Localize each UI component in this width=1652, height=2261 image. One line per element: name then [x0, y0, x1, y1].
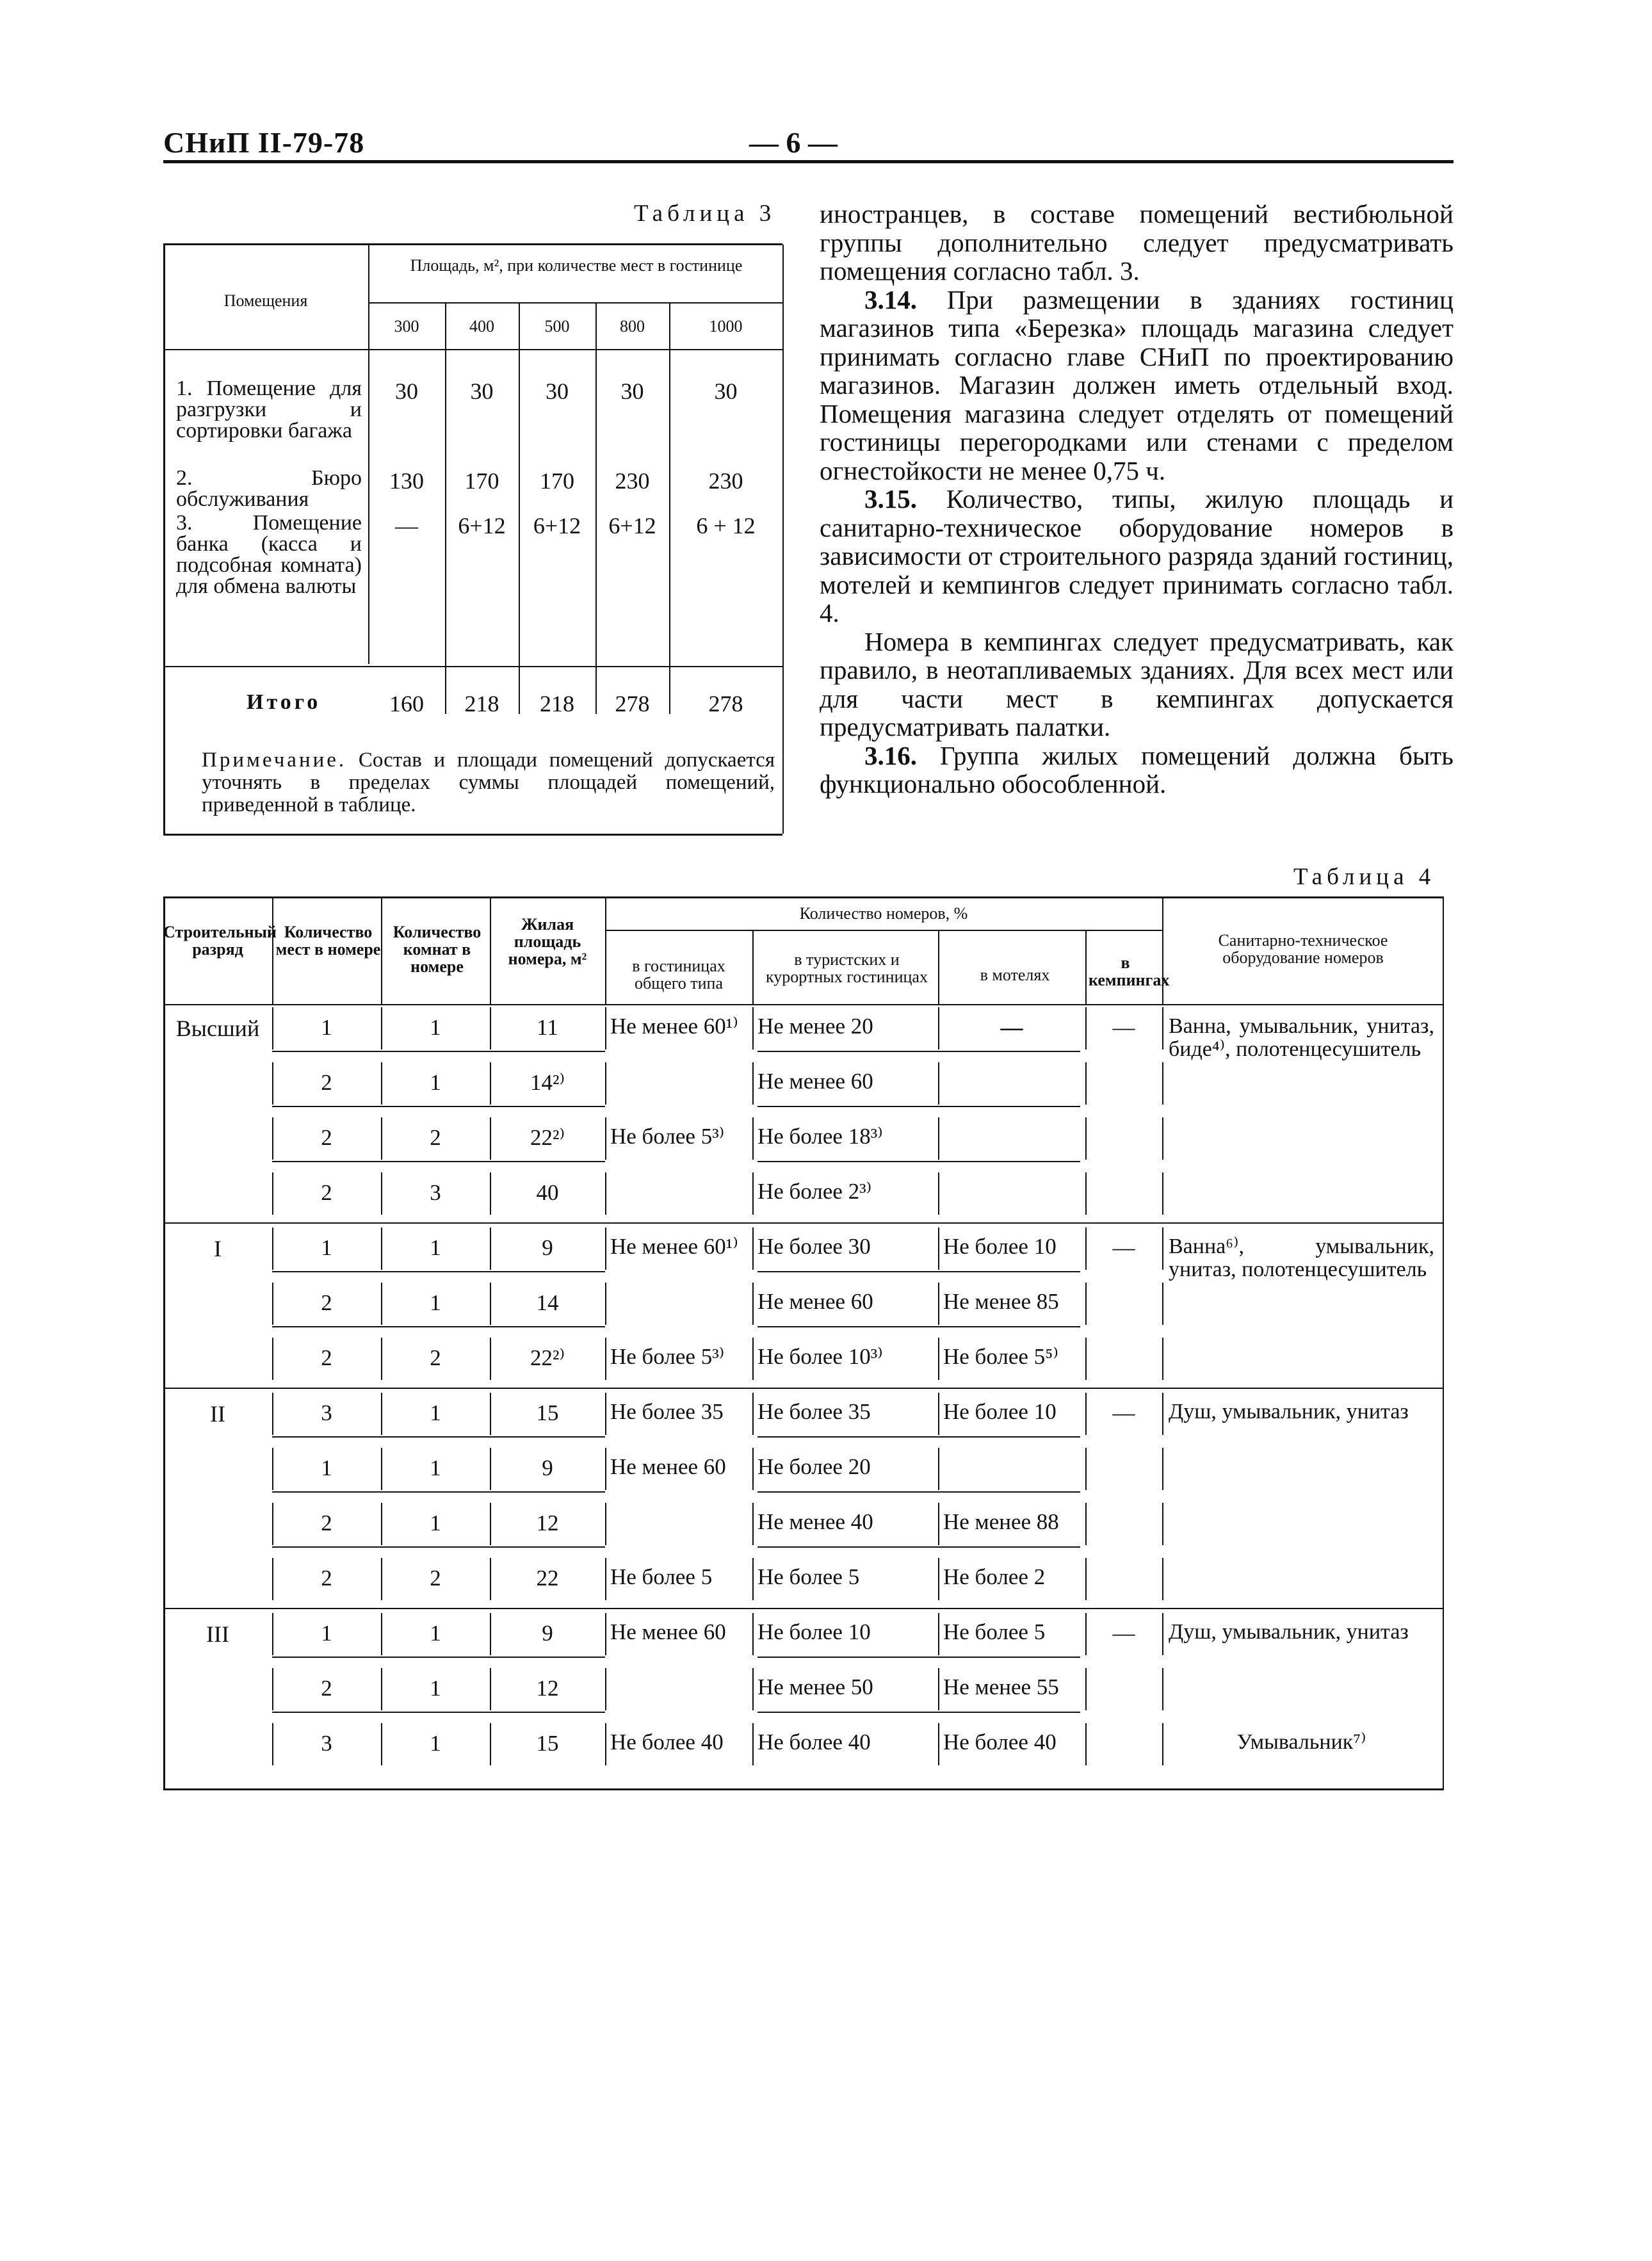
paragraph-3-15: [820, 485, 1454, 628]
table4-motels: —: [1000, 1015, 1023, 1040]
table4-grid-line: [272, 896, 273, 1004]
table4-grid-line: [752, 1338, 754, 1380]
table4-col-places: Количество мест в номере: [275, 923, 381, 959]
table3-grid-line: [669, 302, 670, 349]
table4-grid-line: [490, 1393, 491, 1435]
table3-note-text: Состав и площади помещений допускается уточнять в пределах суммы площадей помещений, приведенной в таблице.: [202, 749, 775, 816]
table4-grid-line: [272, 1228, 273, 1270]
table4-tourist: Не более 10: [757, 1619, 871, 1644]
table4-group-line: [163, 1388, 1444, 1389]
table4-grid-line: [1162, 1393, 1163, 1435]
table4-grid-line: [490, 1723, 491, 1765]
table4-grid-line: [272, 1393, 273, 1435]
table4-col-motels: в мотелях: [980, 966, 1050, 984]
table4-grid-line: [938, 1283, 939, 1325]
table4-row-line: [757, 1271, 1080, 1272]
table3-cell-value: 6+12: [533, 513, 581, 539]
table4-rooms: 1: [430, 1015, 441, 1040]
table4-grid-line: [381, 1723, 382, 1765]
table3-row-name: 2. Бюро обслуживания: [176, 466, 362, 511]
table4-motels: Не менее 88: [943, 1509, 1059, 1534]
table4-places: 1: [321, 1235, 332, 1260]
table4-grid-line: [605, 1448, 606, 1490]
table4-places: 1: [321, 1621, 332, 1646]
table4-grid-line: [938, 930, 939, 1004]
table4-grid-line: [490, 1117, 491, 1160]
table4-places: 1: [321, 1015, 332, 1040]
table4-grid-line: [490, 1558, 491, 1600]
table4-motels: Не более 40: [943, 1730, 1057, 1755]
table4-grid-line: [752, 1668, 754, 1710]
table4-grid-line: [490, 1338, 491, 1380]
table4-grid-line: [605, 1338, 606, 1380]
table4-row-line: [757, 1546, 1080, 1548]
table4-area: 11: [537, 1015, 558, 1040]
table4-grid-line: [752, 1558, 754, 1600]
table4-hotels: Не более 5³⁾: [610, 1344, 725, 1369]
table4-rooms: 1: [430, 1070, 441, 1095]
table4-tourist: Не более 5: [757, 1564, 860, 1589]
table3-note-label: Примечание.: [202, 749, 347, 772]
table4-grid-line: [381, 1283, 382, 1325]
table4-grid-line: [938, 1613, 939, 1655]
table4-grid-line: [1162, 1117, 1163, 1160]
table4-grid-line: [272, 1062, 273, 1105]
table4-grid-line: [938, 1503, 939, 1545]
table4-equipment: Ванна, умывальник, унитаз, биде⁴⁾, полотенцесушитель: [1169, 1014, 1434, 1061]
table4-grid-line: [605, 1283, 606, 1325]
table4-grid-line: [381, 1668, 382, 1710]
table4-hotels: Не более 5³⁾: [610, 1124, 725, 1149]
table4-places: 2: [321, 1125, 332, 1150]
table4-grid-line: [1085, 1228, 1087, 1270]
table4-places: 2: [321, 1566, 332, 1591]
table4-col-tourist: в туристских и курортных гостиницах: [766, 950, 928, 986]
table4-grid-line: [490, 1668, 491, 1710]
table4-camps: —: [1112, 1235, 1135, 1260]
table4-grid-line: [1162, 1558, 1163, 1600]
table4-area: 22²⁾: [530, 1345, 565, 1370]
table4-rooms: 3: [430, 1180, 441, 1205]
header-rule: [163, 160, 1454, 163]
table4-hotels: Не менее 60: [610, 1454, 726, 1479]
table4-motels: Не более 10: [943, 1234, 1057, 1259]
table4-grid-line: [381, 1338, 382, 1380]
table4-rooms: 1: [430, 1511, 441, 1536]
table4-row-line: [272, 1491, 605, 1493]
table4-grid-line: [605, 1613, 606, 1655]
table4-grid-line: [1085, 1172, 1087, 1215]
table4-grid-line: [938, 1668, 939, 1710]
table4-area: 15: [536, 1731, 559, 1756]
table4-grid-line: [1162, 1283, 1163, 1325]
table3-col-rooms: Помещения: [223, 291, 308, 310]
table4-row-line: [757, 1712, 1080, 1713]
table4-camps: —: [1112, 1400, 1135, 1425]
table4-grid-line: [938, 1393, 939, 1435]
table4-grid-line: [752, 1503, 754, 1545]
paragraph-3-13-end: иностранцев, в составе помещений вестибюльной группы дополнительно следует предусматривать помещения согласно табл. 3.: [820, 199, 1454, 286]
table4-row-line: [272, 1712, 605, 1713]
table4-category: III: [206, 1621, 229, 1647]
table4-places: 2: [321, 1511, 332, 1536]
table4-area: 15: [536, 1400, 559, 1425]
table4-group-line: [163, 1222, 1444, 1224]
table4-grid-line: [1085, 1613, 1087, 1655]
table4-grid-line: [381, 1228, 382, 1270]
table3-total-value: 278: [708, 691, 743, 717]
table4-grid-line: [272, 1448, 273, 1490]
table3-capacity-header: 300: [394, 317, 419, 336]
table4-area: 12: [536, 1676, 559, 1701]
table3-cell-value: 230: [708, 468, 743, 494]
table4-grid-line: [272, 1613, 273, 1655]
table3-capacity-header: 400: [469, 317, 494, 336]
table4-grid-line: [1085, 1283, 1087, 1325]
clause-3-14-text: При размещении в зданиях гостиниц магазинов типа «Березка» площадь магазина следует принимать согласно главе СНиП по проектированию магазинов. Магазин должен иметь отдельный вход. Помещения магазина следует отделять от помещений гостиницы перегородками или стенами с пределом огнестойкости не менее 0,75 ч.: [820, 284, 1454, 485]
table4-col-count-group: Количество номеров, %: [799, 904, 968, 923]
table4-tourist: Не более 20: [757, 1454, 871, 1479]
table4-grid-line: [1162, 1172, 1163, 1215]
table4-grid-line: [1162, 1228, 1163, 1270]
table3-grid-line: [445, 302, 446, 349]
table4-grid-line: [381, 1172, 382, 1215]
table4-rooms: 2: [430, 1345, 441, 1370]
table4-places: 2: [321, 1070, 332, 1095]
table4-hotels: Не более 40: [610, 1730, 724, 1755]
table4-grid-line: [1162, 896, 1163, 1004]
table4-grid-line: [381, 896, 382, 1004]
table4-tourist: Не более 35: [757, 1399, 871, 1424]
table4-row-line: [272, 1326, 605, 1327]
table4-area: 12: [536, 1511, 559, 1536]
table4-rooms: 2: [430, 1125, 441, 1150]
table4-grid-line: [605, 1062, 606, 1105]
table4-grid-line: [605, 1503, 606, 1545]
table4-grid-line: [605, 1723, 606, 1765]
table4-grid-line: [272, 1172, 273, 1215]
table4-grid-line: [490, 1062, 491, 1105]
table4-caption: Таблица 4: [1293, 864, 1436, 890]
table4-motels: Не более 5⁵⁾: [943, 1344, 1058, 1369]
table3-cell-value: 230: [615, 468, 650, 494]
table4-col-equipment: Санитарно-техническое оборудование номеров: [1218, 931, 1388, 967]
table4-places: 1: [321, 1455, 332, 1480]
table4-grid-line: [490, 896, 491, 1004]
table4-grid-line: [490, 1503, 491, 1545]
table4-tourist: Не более 40: [757, 1730, 871, 1755]
table4-grid-line: [938, 1172, 939, 1215]
page-number: — 6 —: [749, 126, 838, 159]
table4-rooms: 1: [430, 1455, 441, 1480]
table3-row-name: 3. Помещение банка (касса и подсобная комната) для обмена валюты: [176, 511, 362, 598]
table4-tourist: Не менее 20: [757, 1014, 873, 1039]
table4-tourist: Не менее 50: [757, 1674, 873, 1699]
table4-row-line: [272, 1106, 605, 1107]
table3-capacity-header: 800: [620, 317, 645, 336]
table4-hotels: Не более 35: [610, 1399, 724, 1424]
table4-grid-line: [752, 1393, 754, 1435]
table4-row-line: [757, 1326, 1080, 1327]
table4-grid-line: [490, 1172, 491, 1215]
table4-area: 22: [536, 1566, 559, 1591]
table4-grid-line: [605, 1558, 606, 1600]
table4-grid-line: [752, 1448, 754, 1490]
table4-grid-line: [752, 1613, 754, 1655]
table3-cell-value: 30: [714, 378, 738, 404]
clause-3-16-number: 3.16.: [864, 740, 917, 770]
table4-grid-line: [272, 1007, 273, 1049]
table4-equipment: Умывальник⁷⁾: [1236, 1730, 1366, 1754]
table4-hotels: Не менее 60: [610, 1619, 726, 1644]
table4-grid-line: [1085, 1668, 1087, 1710]
table4-grid-line: [381, 1613, 382, 1655]
table4-grid-line: [381, 1558, 382, 1600]
table4-places: 2: [321, 1180, 332, 1205]
table4-grid-line: [1085, 1393, 1087, 1435]
table3-total-label: Итого: [247, 690, 321, 714]
table4-places: 3: [321, 1731, 332, 1756]
table3-cell-value: 30: [620, 378, 644, 404]
clause-3-14-number: 3.14.: [864, 284, 917, 314]
table4-grid-line: [938, 1007, 939, 1049]
table4-grid-line: [938, 1062, 939, 1105]
table4-grid-line: [938, 1723, 939, 1765]
paragraph-3-14: [820, 286, 1454, 485]
table3-cell-value: 6 + 12: [696, 513, 756, 539]
table4-places: 2: [321, 1290, 332, 1315]
table4-row-line: [757, 1106, 1080, 1107]
table4-rooms: 1: [430, 1731, 441, 1756]
table3-cell-value: 130: [389, 468, 424, 494]
table3-capacity-header: 500: [544, 317, 570, 336]
table4-motels: Не менее 85: [943, 1289, 1059, 1314]
table4-grid-line: [1162, 1613, 1163, 1655]
table4-category: II: [210, 1401, 225, 1427]
table4-grid-line: [272, 1558, 273, 1600]
table3-cell-value: 6+12: [458, 513, 506, 539]
table3-cell-value: 30: [546, 378, 569, 404]
table4-motels: Не менее 55: [943, 1674, 1059, 1699]
table4-area: 22²⁾: [530, 1125, 565, 1150]
table4-rooms: 1: [430, 1400, 441, 1425]
table4-col-area: Жилая площадь номера, м²: [508, 915, 587, 968]
table4-grid-line: [1162, 1007, 1163, 1049]
table3-total-value: 218: [540, 691, 574, 717]
table4-grid-line: [381, 1393, 382, 1435]
table4-grid-line: [1162, 1062, 1163, 1105]
table4-grid-line: [1085, 1723, 1087, 1765]
table4-rooms: 1: [430, 1290, 441, 1315]
table4-category: Высший: [175, 1016, 260, 1041]
table4-tourist: Не более 18³⁾: [757, 1124, 883, 1149]
table3-cell-value: 6+12: [608, 513, 656, 539]
table3-cell-value: —: [395, 513, 418, 539]
table4-hotels: Не менее 60¹⁾: [610, 1014, 738, 1039]
table4-grid-line: [1085, 930, 1087, 1004]
table4-row-line: [272, 1436, 605, 1438]
table3-cell-value: 170: [540, 468, 574, 494]
table4-row-line: [272, 1271, 605, 1272]
table4-area: 9: [542, 1235, 553, 1260]
table4-grid-line: [605, 1007, 606, 1049]
table4-tourist: Не менее 60: [757, 1069, 873, 1094]
table4-grid-line: [605, 896, 606, 1004]
body-text: [820, 200, 1454, 798]
table4-camps: —: [1112, 1621, 1135, 1646]
table4-grid-line: [381, 1007, 382, 1049]
table4-grid-line: [1162, 1723, 1163, 1765]
table4-equipment: Ванна⁶⁾, умывальник, унитаз, полотенцесушитель: [1169, 1235, 1434, 1281]
table4-grid-line: [1085, 1117, 1087, 1160]
table4-grid-line: [490, 1448, 491, 1490]
table4-grid-line: [752, 1117, 754, 1160]
table4-grid-line: [272, 1723, 273, 1765]
table4-tourist: Не менее 40: [757, 1509, 873, 1534]
clause-3-16-text: Группа жилых помещений должна быть функционально обособленной.: [820, 740, 1454, 798]
table4-grid-line: [490, 1007, 491, 1049]
table4-col-hotels: в гостиницах общего типа: [632, 957, 725, 993]
table4-col-category: Строительный разряд: [163, 923, 277, 959]
table4-places: 3: [321, 1400, 332, 1425]
table4-places: 2: [321, 1345, 332, 1370]
table4-grid-line: [752, 1172, 754, 1215]
clause-3-15-text: Количество, типы, жилую площадь и санитарно-техническое оборудование номеров в зависимости от строительного разряда зданий гостиниц, мотелей и кемпингов следует принимать согласно табл. 4.: [820, 484, 1454, 628]
table4-grid-line: [1162, 1668, 1163, 1710]
table4-grid-line: [272, 1338, 273, 1380]
paragraph-3-16: [820, 742, 1454, 798]
table4-grid-line: [1085, 1558, 1087, 1600]
table4-grid-line: [752, 1723, 754, 1765]
table4-grid-line: [605, 1172, 606, 1215]
table4-grid-line: [938, 1338, 939, 1380]
table4-grid-line: [605, 1117, 606, 1160]
table4-area: 14²⁾: [530, 1070, 565, 1095]
table3-cell-value: 170: [464, 468, 499, 494]
table4-row-line: [272, 1051, 605, 1052]
table3-total-value: 160: [389, 691, 424, 717]
table4-grid-line: [490, 1283, 491, 1325]
table4-grid-line: [938, 1558, 939, 1600]
table3-cell-value: 30: [470, 378, 494, 404]
table3-caption: Таблица 3: [634, 200, 776, 227]
table4-category: I: [214, 1236, 222, 1261]
table4-equipment: Душ, умывальник, унитаз: [1169, 1620, 1409, 1644]
table4-grid-line: [1085, 1503, 1087, 1545]
table4-tourist: Не более 2³⁾: [757, 1179, 872, 1204]
paragraph-campings: Номера в кемпингах следует предусматривать, как правило, в неотапливаемых зданиях. Для всех мест или для части мест в кемпингах допускается предусматривать палатки.: [820, 626, 1454, 742]
table3-cell-value: 30: [395, 378, 418, 404]
table4-grid-line: [490, 1228, 491, 1270]
table3-col-area: Площадь, м², при количестве мест в гостинице: [410, 256, 743, 275]
table4-grid-line: [752, 1228, 754, 1270]
table4-row-line: [757, 1491, 1080, 1493]
table4-grid-line: [381, 1503, 382, 1545]
table4-col-camps: в кемпингах: [1089, 953, 1170, 989]
table4-grid-line: [752, 930, 754, 1004]
clause-3-15-number: 3.15.: [864, 484, 917, 514]
table3-total-value: 218: [464, 691, 499, 717]
table4-grid-line: [272, 1117, 273, 1160]
table4-grid-line: [381, 1062, 382, 1105]
table3-grid-line: [519, 302, 520, 349]
table4-grid-line: [938, 1228, 939, 1270]
table4-grid-line: [381, 1117, 382, 1160]
table4-col-rooms: Количество комнат в номере: [393, 923, 482, 976]
table4-grid-line: [272, 1283, 273, 1325]
table4-area: 9: [542, 1455, 553, 1480]
table4-grid-line: [605, 1393, 606, 1435]
table4-motels: Не более 2: [943, 1564, 1046, 1589]
table4-area: 9: [542, 1621, 553, 1646]
table4-grid-line: [605, 1668, 606, 1710]
table4-rooms: 1: [430, 1621, 441, 1646]
table4-grid-line: [1085, 1338, 1087, 1380]
table4-grid-line: [605, 1228, 606, 1270]
table4-grid-line: [1162, 1338, 1163, 1380]
table4-grid-line: [272, 1503, 273, 1545]
table4-grid-line: [1085, 1007, 1087, 1049]
table4-row-line: [757, 1051, 1080, 1052]
table4-grid-line: [1085, 1448, 1087, 1490]
table3-total-value: 278: [615, 691, 650, 717]
table3-grid-line: [595, 302, 597, 349]
table4-grid-line: [752, 1062, 754, 1105]
table4-places: 2: [321, 1676, 332, 1701]
table3-note: [202, 749, 775, 816]
table4-tourist: Не менее 60: [757, 1289, 873, 1314]
table4-grid-line: [490, 1613, 491, 1655]
table4-equipment: Душ, умывальник, унитаз: [1169, 1400, 1409, 1423]
table4-grid-line: [1162, 1448, 1163, 1490]
table4-camps: —: [1112, 1015, 1135, 1040]
table4-grid-line: [381, 1448, 382, 1490]
table4-grid-line: [752, 1007, 754, 1049]
table4-motels: Не более 10: [943, 1399, 1057, 1424]
table4-area: 14: [536, 1290, 559, 1315]
table4-rooms: 1: [430, 1235, 441, 1260]
table4-rooms: 1: [430, 1676, 441, 1701]
table4-row-line: [757, 1436, 1080, 1438]
table4: [163, 896, 1444, 1793]
table4-group-line: [163, 1608, 1444, 1609]
table4-row-line: [272, 1657, 605, 1658]
table3-row-name: 1. Помещение для разгрузки и сортировки багажа: [176, 377, 362, 442]
table4-grid-line: [938, 1117, 939, 1160]
table4-grid-line: [938, 1448, 939, 1490]
table4-hotels: Не более 5: [610, 1564, 713, 1589]
table4-motels: Не более 5: [943, 1619, 1046, 1644]
table4-rooms: 2: [430, 1566, 441, 1591]
table4-area: 40: [536, 1180, 559, 1205]
table4-row-line: [757, 1657, 1080, 1658]
table4-grid-line: [272, 1668, 273, 1710]
document-code: СНиП II-79-78: [163, 126, 365, 159]
table4-grid-line: [1085, 1062, 1087, 1105]
table4-row-line: [272, 1546, 605, 1548]
table4-hotels: Не менее 60¹⁾: [610, 1234, 738, 1259]
table4-grid-line: [752, 1283, 754, 1325]
table4-row-line: [272, 1161, 605, 1162]
table4-tourist: Не более 30: [757, 1234, 871, 1259]
table3-capacity-header: 1000: [709, 317, 743, 336]
table4-tourist: Не более 10³⁾: [757, 1344, 883, 1369]
table4-row-line: [757, 1161, 1080, 1162]
table4-grid-line: [1162, 1503, 1163, 1545]
